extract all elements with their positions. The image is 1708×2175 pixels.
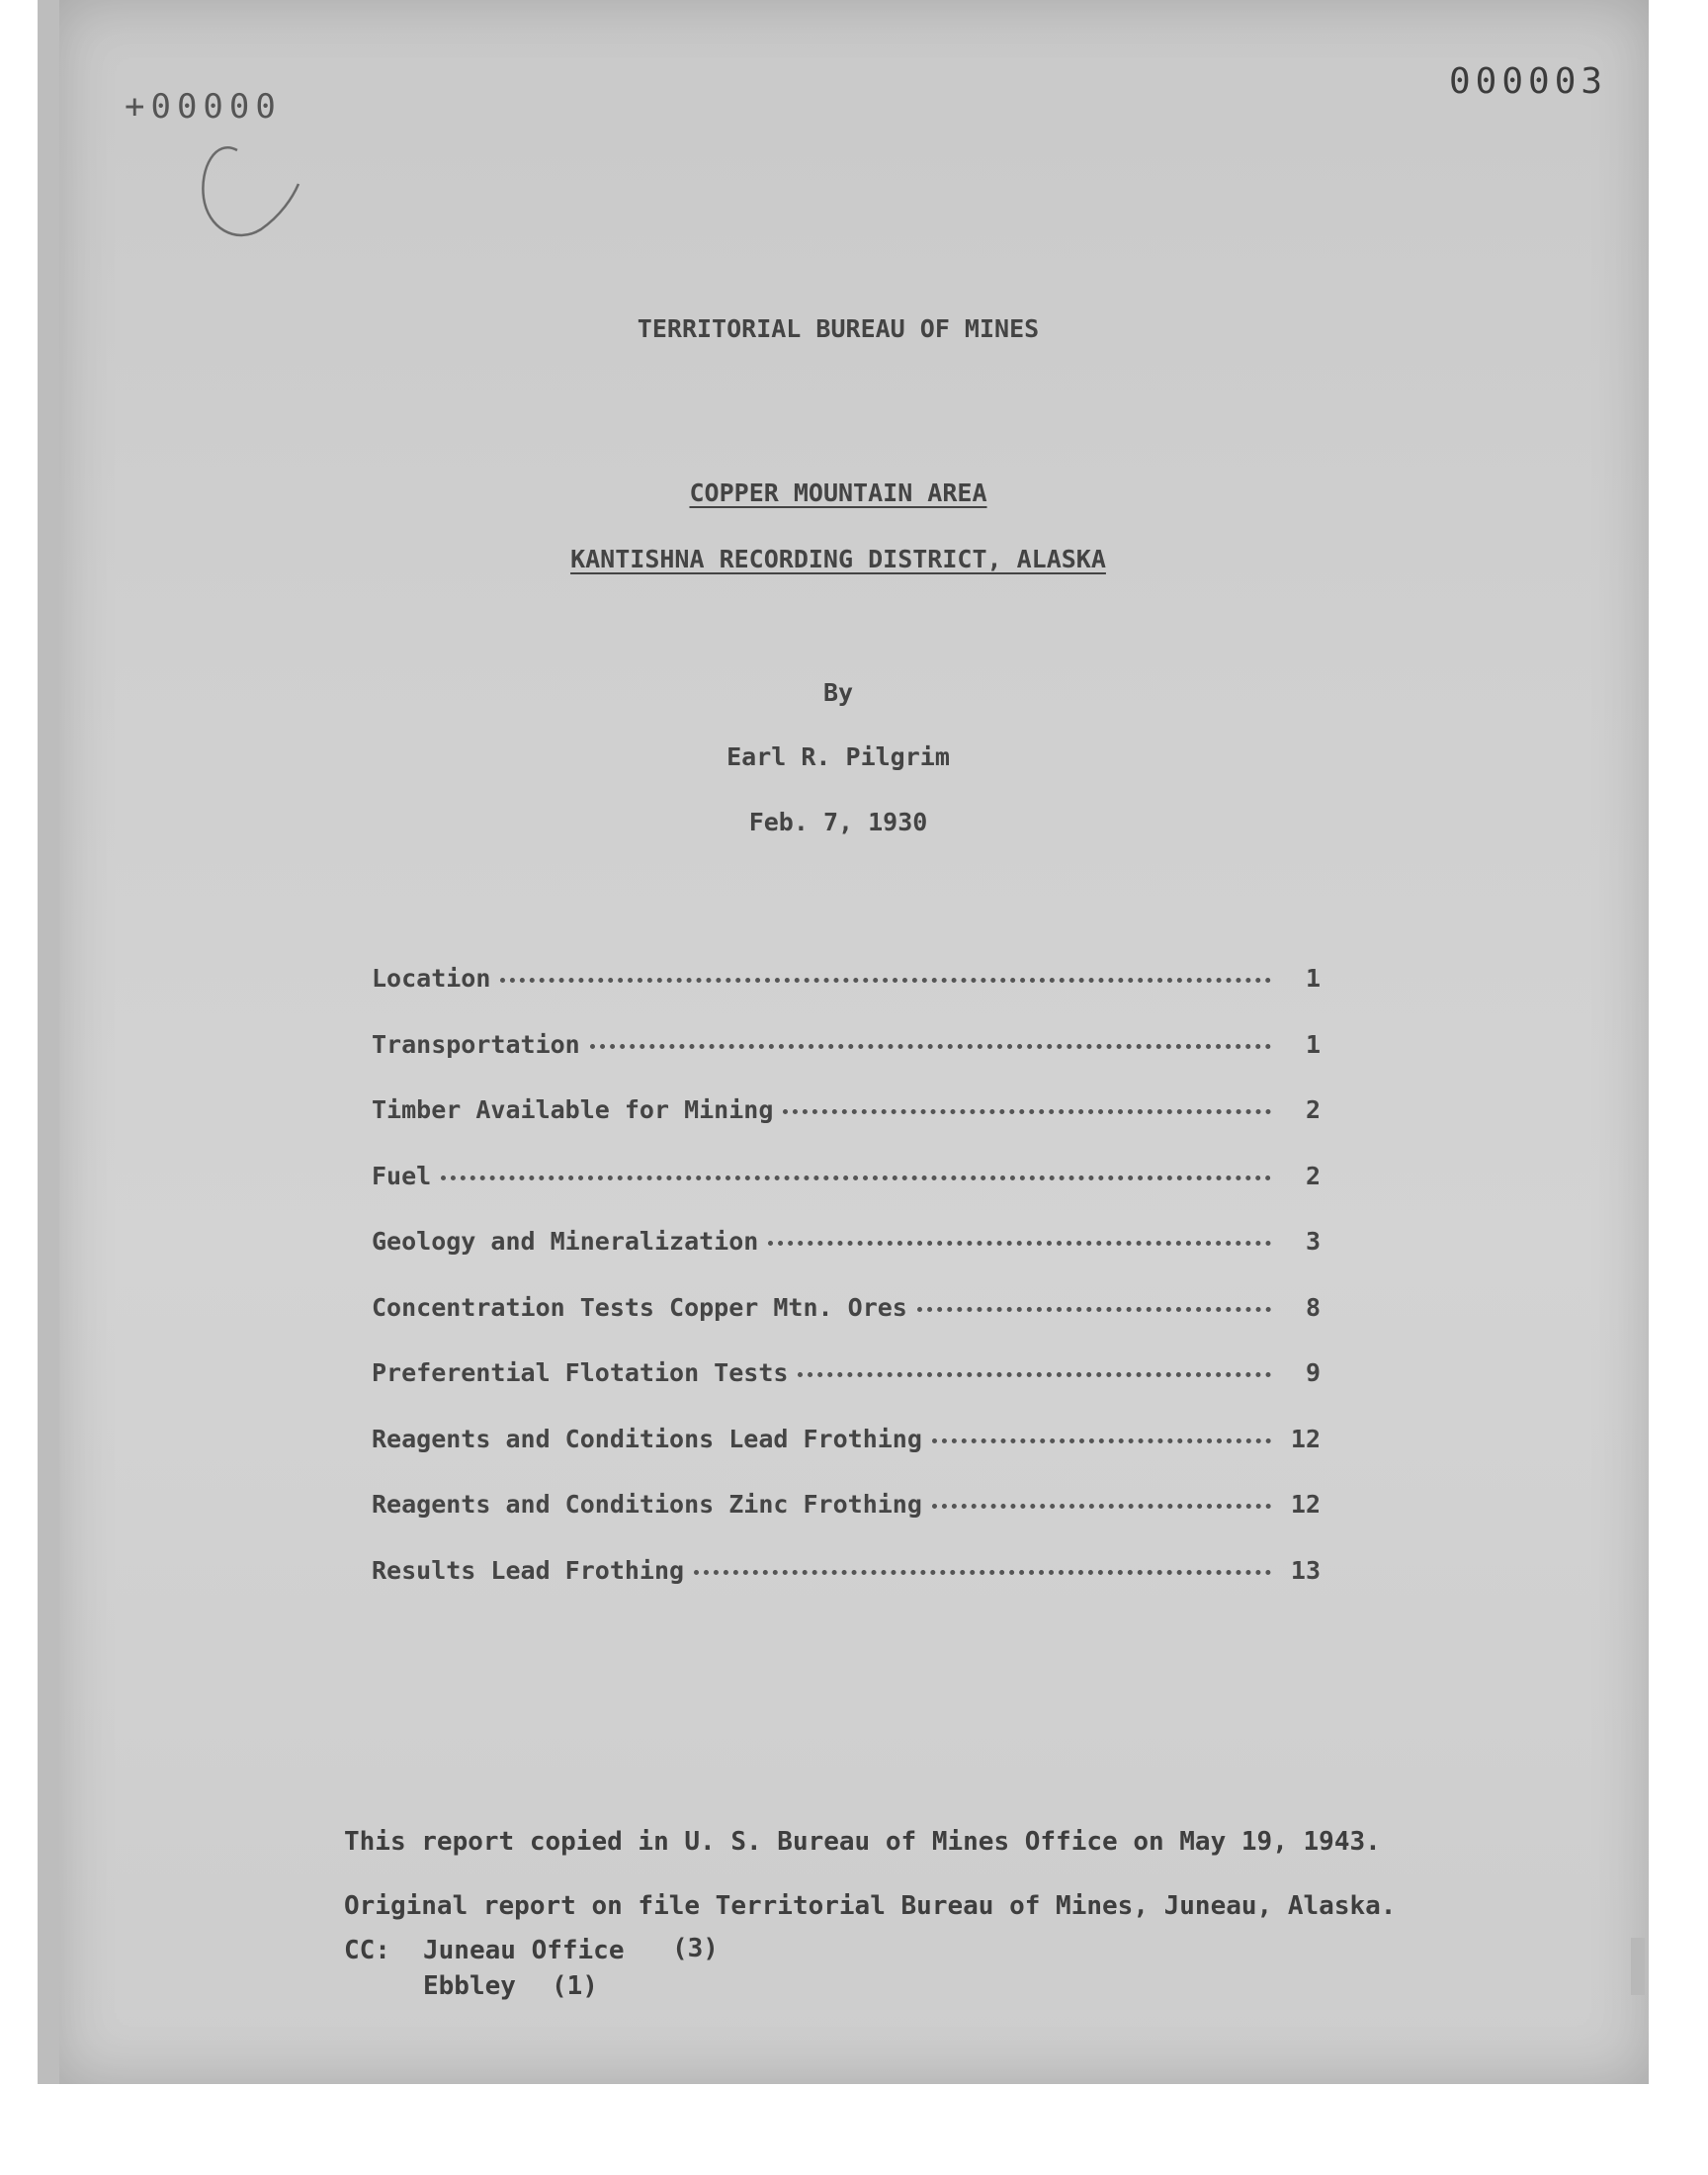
- toc-entry-label: Transportation: [372, 1029, 580, 1059]
- handwritten-mark: [186, 129, 304, 257]
- toc-entry-page: 2: [1305, 1095, 1321, 1124]
- scan-edge-mark: [1631, 1938, 1645, 1995]
- dot-leader: [441, 1175, 1271, 1180]
- dot-leader: [798, 1372, 1271, 1377]
- toc-entry-label: Reagents and Conditions Lead Frothing: [372, 1424, 922, 1453]
- dot-leader: [768, 1241, 1271, 1246]
- toc-entry-page: 3: [1305, 1227, 1321, 1256]
- original-file-note: Original report on file Territorial Bureau of Mines, Juneau, Alaska.: [344, 1891, 1397, 1921]
- toc-entry: [372, 1095, 1321, 1162]
- toc-entry-label: Reagents and Conditions Zinc Frothing: [372, 1490, 922, 1519]
- toc-entry-label: Results Lead Frothing: [372, 1555, 685, 1585]
- toc-entry-page: 13: [1290, 1555, 1321, 1585]
- toc-entry: [372, 1162, 1321, 1228]
- toc-entry-page: 2: [1305, 1161, 1321, 1190]
- cc-label: CC:: [344, 1936, 390, 1965]
- toc-entry-page: 9: [1305, 1358, 1321, 1387]
- toc-entry: [372, 1556, 1321, 1622]
- toc-entry: [372, 1293, 1321, 1359]
- toc-entry: [372, 1030, 1321, 1096]
- toc-entry-page: 1: [1305, 964, 1321, 993]
- toc-entry: [372, 964, 1321, 1030]
- dot-leader: [783, 1109, 1271, 1114]
- dot-leader: [932, 1504, 1271, 1509]
- toc-entry-page: 12: [1290, 1490, 1321, 1519]
- dot-leader: [590, 1044, 1271, 1049]
- document-page: [57, 0, 1649, 2084]
- cc-recipient: Ebbley: [423, 1971, 516, 2001]
- dot-leader: [500, 978, 1271, 983]
- toc-entry-label: Fuel: [372, 1161, 432, 1190]
- toc-entry-page: 8: [1305, 1292, 1321, 1322]
- toc-entry: [372, 1425, 1321, 1491]
- dot-leader: [917, 1307, 1271, 1312]
- author-name: Earl R. Pilgrim: [726, 742, 950, 771]
- cc-count: (3): [672, 1934, 719, 1963]
- dot-leader: [694, 1570, 1271, 1575]
- report-date: Feb. 7, 1930: [748, 808, 928, 836]
- copy-note: This report copied in U. S. Bureau of Mines Office on May 19, 1943.: [344, 1827, 1381, 1857]
- toc-entry: [372, 1227, 1321, 1293]
- cc-count: (1): [552, 1971, 598, 2001]
- toc-entry-label: Geology and Mineralization: [372, 1227, 759, 1256]
- toc-entry-label: Concentration Tests Copper Mtn. Ores: [372, 1292, 907, 1322]
- by-line: By: [822, 678, 854, 707]
- district-title: KANTISHNA RECORDING DISTRICT, ALASKA: [570, 545, 1106, 573]
- toc-entry: [372, 1358, 1321, 1425]
- cc-recipient: Juneau Office: [423, 1936, 625, 1965]
- dot-leader: [932, 1438, 1271, 1443]
- toc-entry-label: Timber Available for Mining: [372, 1095, 774, 1124]
- toc-entry-label: Location: [372, 964, 491, 993]
- page-stamp-left: +00000: [125, 87, 282, 127]
- toc-entry: [372, 1490, 1321, 1556]
- table-of-contents: [372, 964, 1321, 1621]
- toc-entry-page: 1: [1305, 1029, 1321, 1059]
- page-number-stamp: 000003: [1449, 61, 1608, 102]
- area-title: COPPER MOUNTAIN AREA: [689, 478, 987, 507]
- toc-entry-label: Preferential Flotation Tests: [372, 1358, 789, 1387]
- bureau-heading: TERRITORIAL BUREAU OF MINES: [637, 314, 1040, 343]
- toc-entry-page: 12: [1290, 1424, 1321, 1453]
